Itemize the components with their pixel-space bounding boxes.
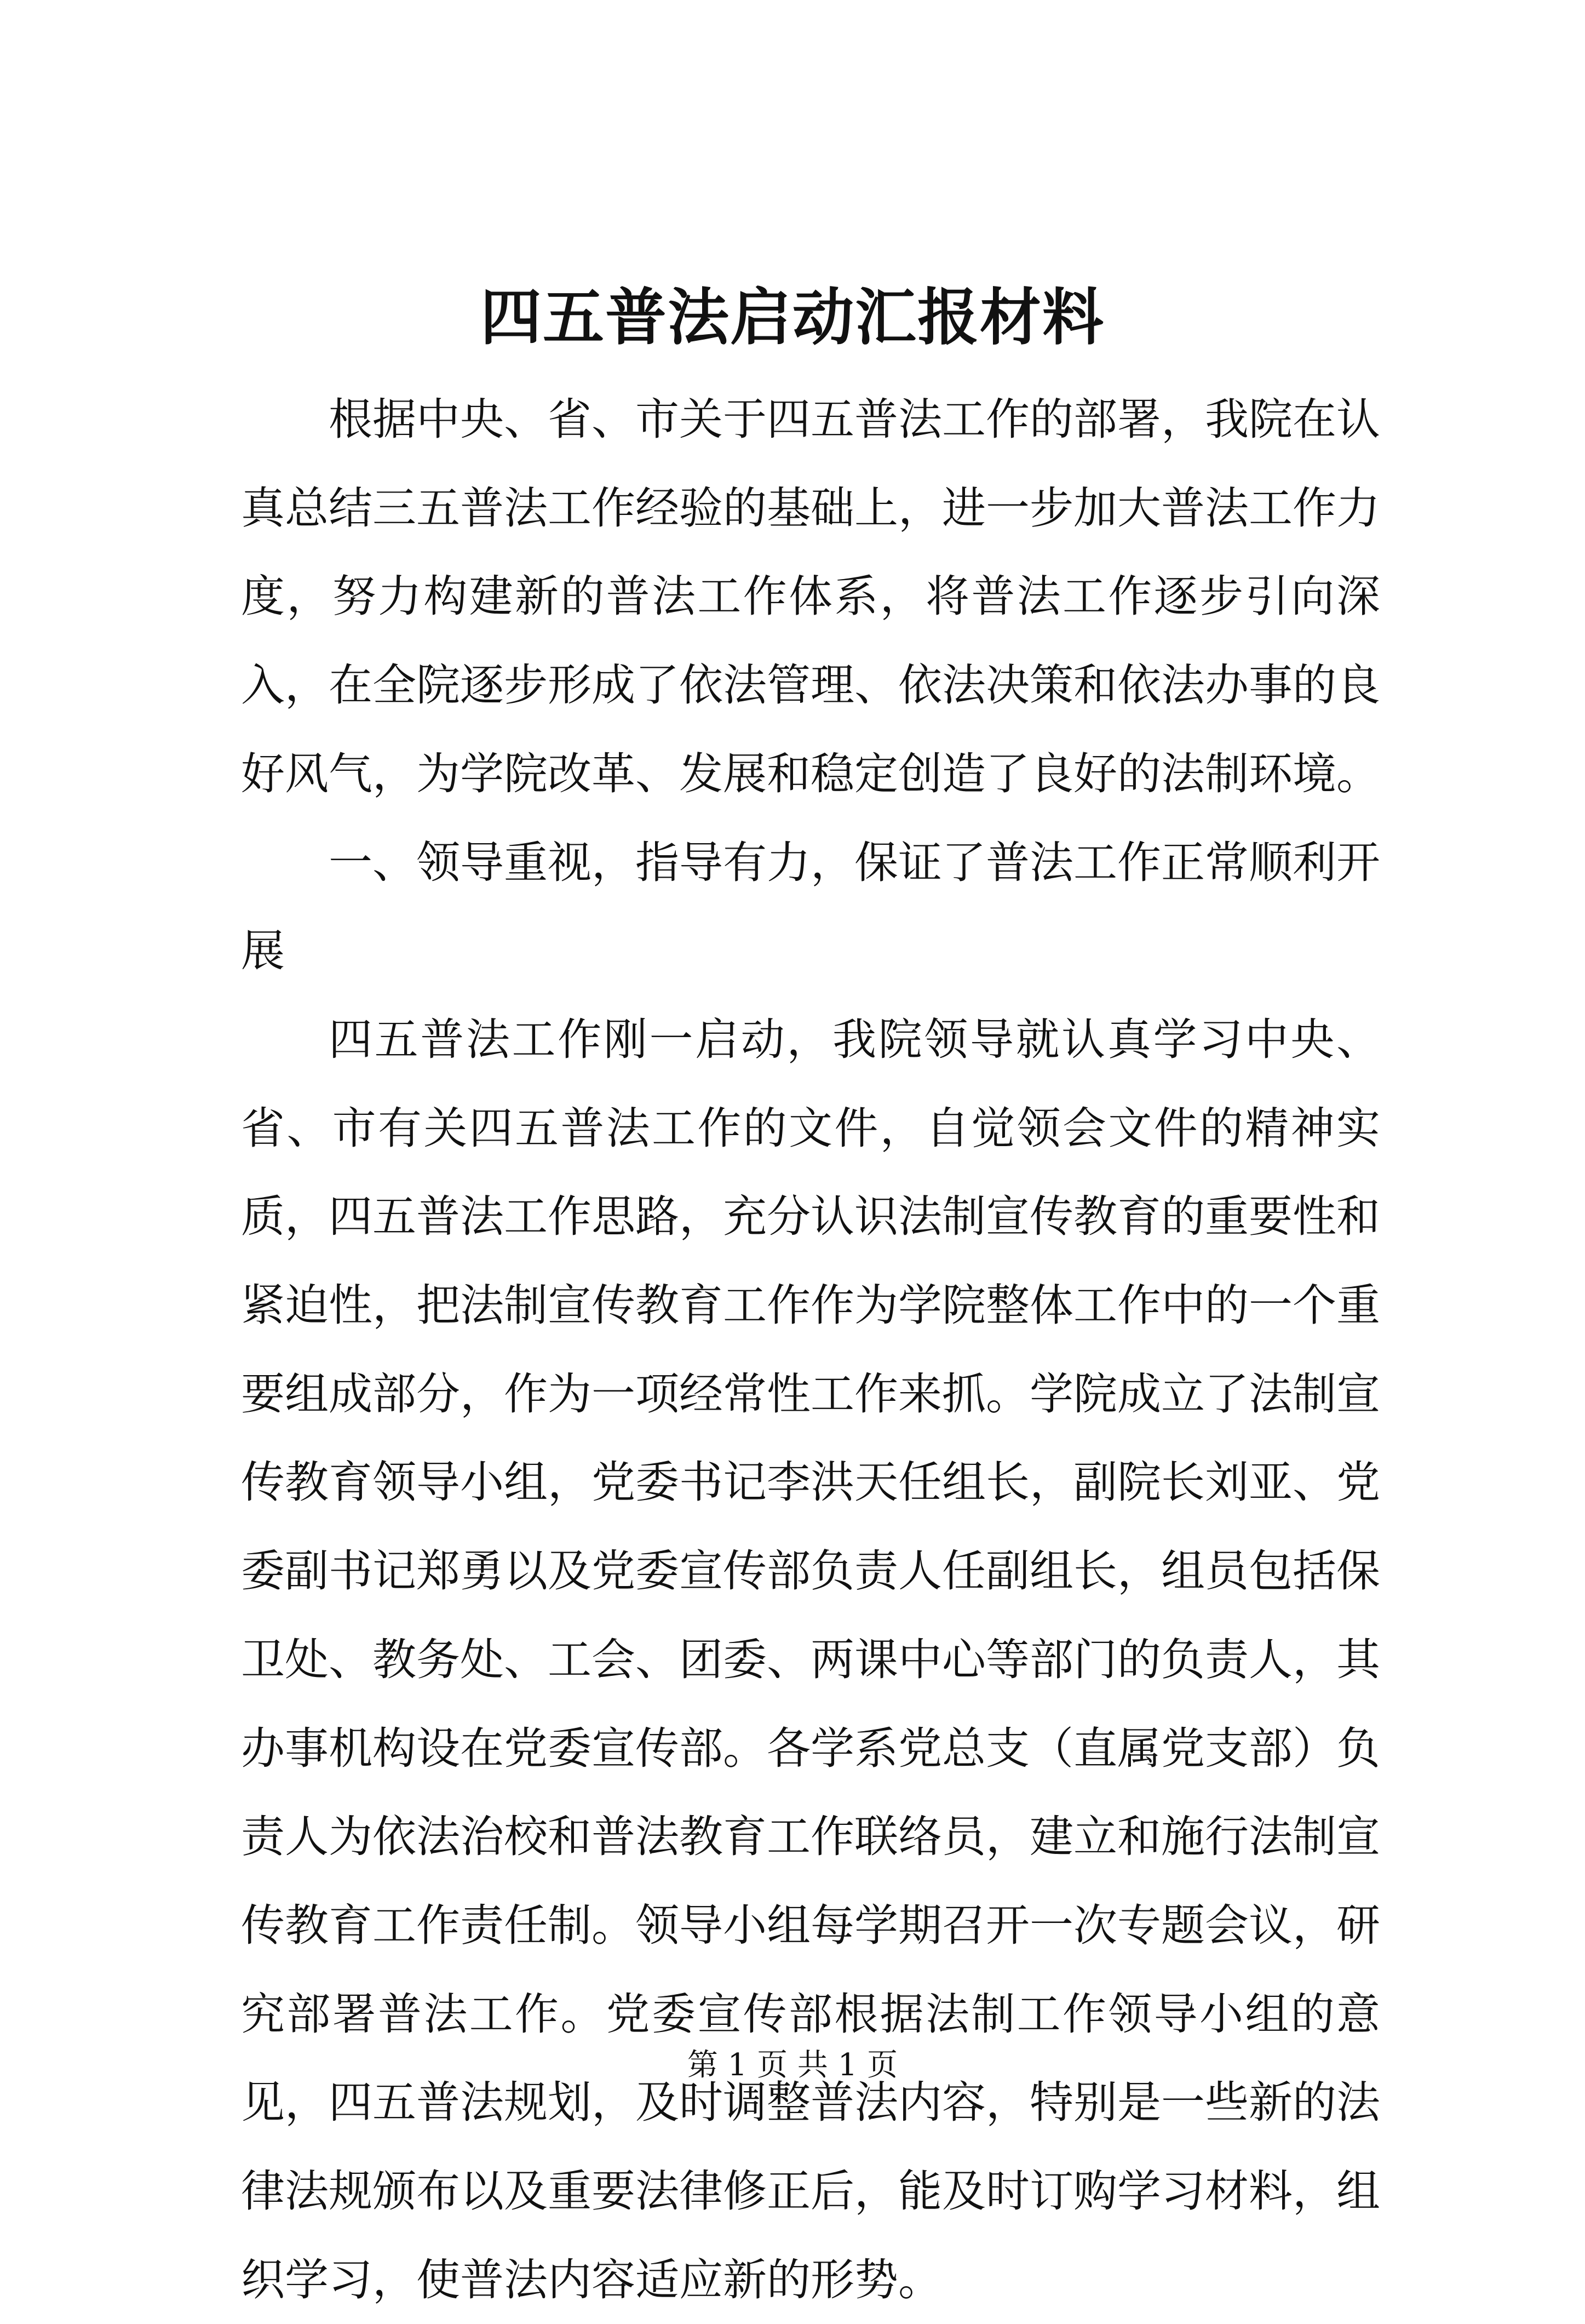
page-footer: 第 1 页 共 1 页 <box>687 2047 898 2083</box>
section-heading-1: 一、领导重视，指导有力，保证了普法工作正常顺利开展 <box>241 837 1380 977</box>
paragraph-intro: 根据中央、省、市关于四五普法工作的部署，我院在认真总结三五普法工作经验的基础上，进一步加大普法工作力度，努力构建新的普法工作体系，将普法工作逐步引向深入，在全院逐步形成了依法管理、依法决策和依法办事的良好风气，为学院改革、发展和稳定创造了良好的法制环境。 <box>241 394 1380 799</box>
document-title: 四五普法启动汇报材料 <box>480 282 1105 353</box>
document-body <box>241 375 1380 2324</box>
paragraph-section-1: 四五普法工作刚一启动，我院领导就认真学习中央、省、市有关四五普法工作的文件，自觉领会文件的精神实质，四五普法工作思路，充分认识法制宣传教育的重要性和紧迫性，把法制宣传教育工作作为学院整体工作中的一个重要组成部分，作为一项经常性工作来抓。学院成立了法制宣传教育领导小组，党委书记李洪天任组长，副院长刘亚、党委副书记郑勇以及党委宣传部负责人任副组长，组员包括保卫处、教务处、工会、团委、两课中心等部门的负责人，其办事机构设在党委宣传部。各学系党总支（直属党支部）负责人为依法治校和普法教育工作联络员，建立和施行法制宣传教育工作责任制。领导小组每学期召开一次专题会议，研究部署普法工作。党委宣传部根据法制工作领导小组的意见，四五普法规划，及时调整普法内容，特别是一些新的法律法规颁布以及重要法律修正后，能及时订购学习材料，组织学习，使普法内容适应新的形势。 <box>241 1014 1380 2305</box>
